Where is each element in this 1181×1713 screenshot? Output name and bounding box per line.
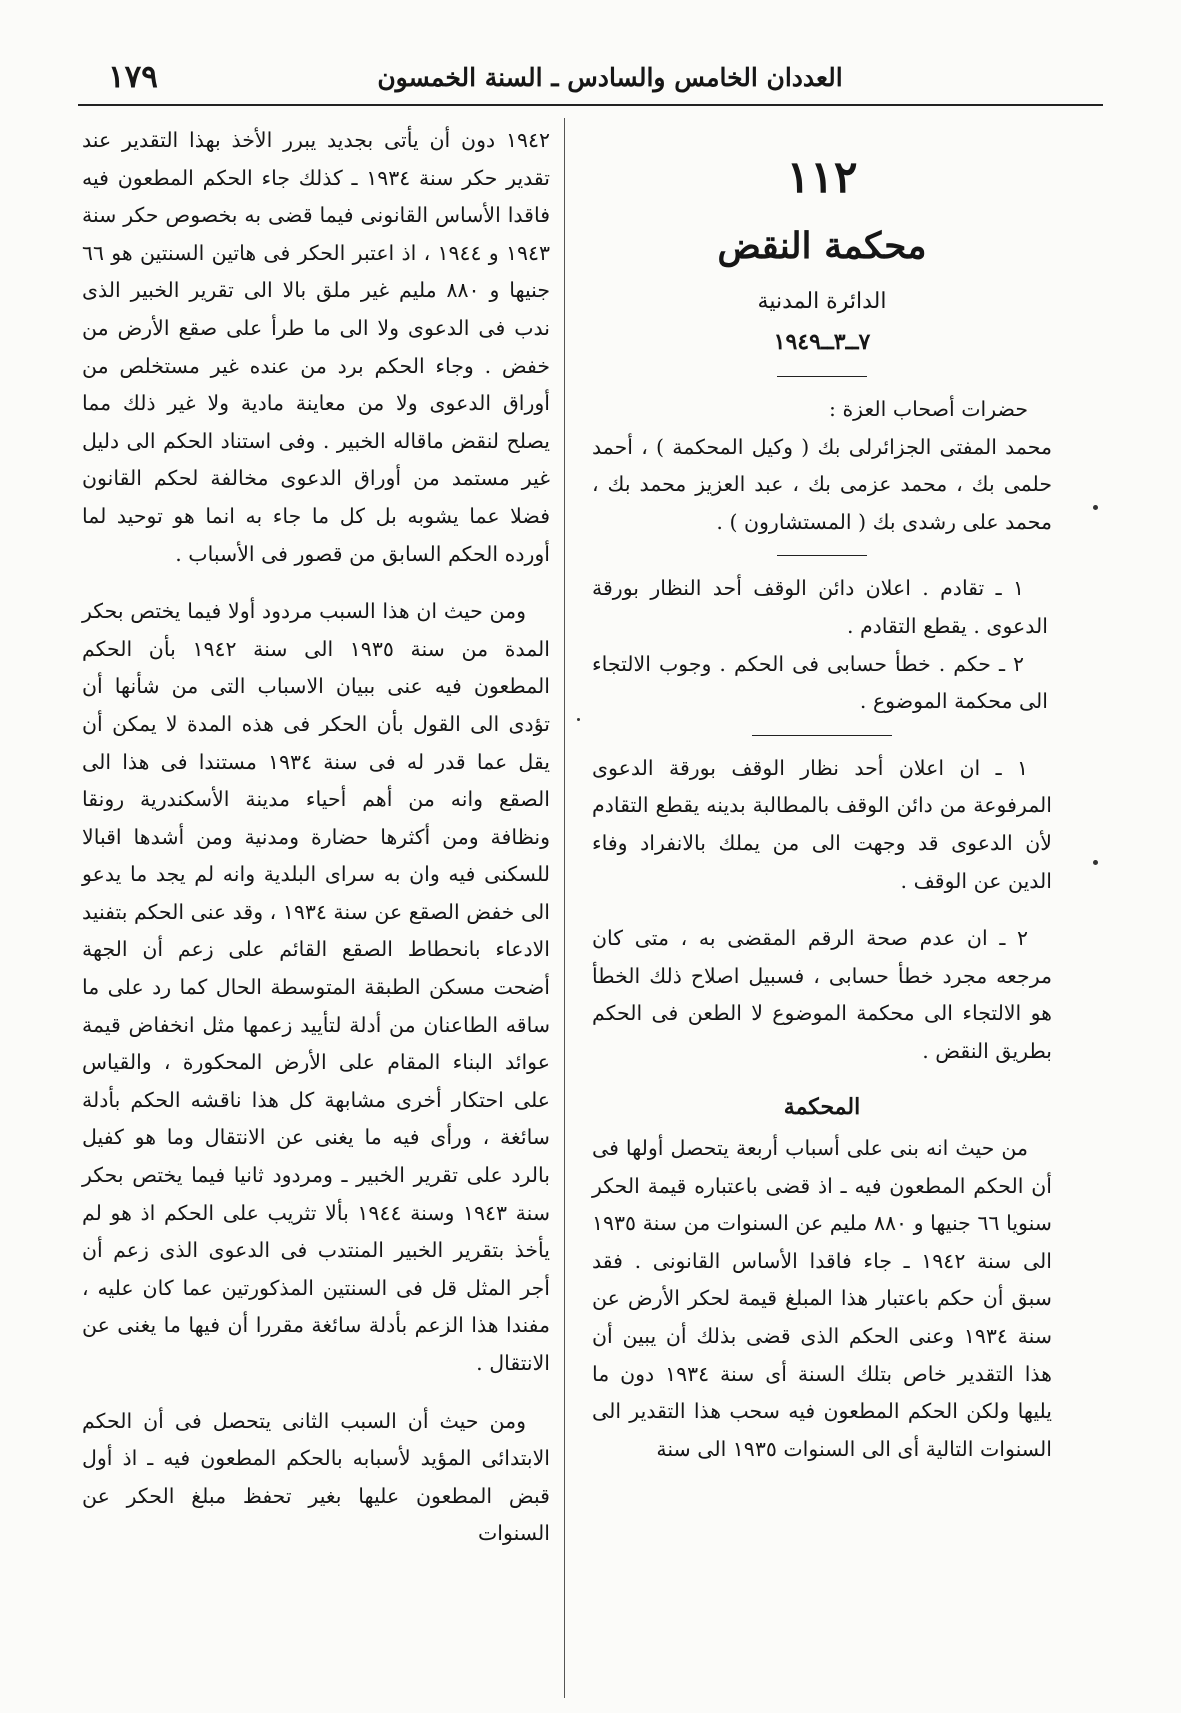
judgment-paragraph: من حيث انه بنى على أسباب أربعة يتحصل أولها فى أن الحكم المطعون فيه ـ اذ قضى باعتباره قيمة الحكر سنويا ٦٦ جنيها و ٨٨٠ مليم عن السنوات من سنة ١٩٣٥ الى سنة ١٩٤٢ ـ جاء فاقدا الأساس القانونى . فقد سبق أن حكم باعتبار هذا المبلغ قيمة لحكر الأرض عن سنة ١٩٣٤ وعنى الحكم الذى قضى بذلك أن يبين أن هذا التقدير خاص بتلك السنة أى سنة ١٩٣٤ دون ما يليها ولكن الحكم المطعون فيه سحب هذا التقدير الى السنوات التالية أى الى السنوات ١٩٣٥ الى سنة xyxy=(592,1136,1052,1461)
body-paragraph: ١٩٤٢ دون أن يأتى بجديد يبرر الأخذ بهذا التقدير عند تقدير حكر سنة ١٩٣٤ ـ كذلك جاء الحكم المطعون فيه فاقدا الأساس القانونى فيما قضى به بخصوص حكر سنة ١٩٤٣ و ١٩٤٤ ، اذ اعتبر الحكر فى هاتين السنتين هو ٦٦ جنيها و ٨٨٠ مليم غير ملق بالا الى تقرير الخبير الذى ندب فى الدعوى ولا الى ما طرأ على صقع الأرض من خفض . وجاء الحكم برد من عنده غير مستخلص من أوراق الدعوى ولا من معاينة مادية ولا غير ذلك مما يصلح لنقض ماقاله الخبير . وفى استناد الحكم الى دليل غير مستمد من أوراق الدعوى مخالفة لحكم القانون فضلا عما يشوبه بل كل ما جاء به انما هو توحيد لما أورده الحكم السابق من قصور فى الأسباب . xyxy=(82,128,550,566)
page-number: ١٧٩ xyxy=(108,59,158,95)
legal-principle: ١ ـ ان اعلان أحد نظار الوقف بورقة الدعوى المرفوعة من دائن الوقف بالمطالبة بدينه يقطع التقادم لأن الدعوى قد وجهت الى من يملك بالانفراد وفاء الدين عن الوقف . xyxy=(592,755,1052,893)
running-title: العددان الخامس والسادس ـ السنة الخمسون xyxy=(377,63,843,92)
separator xyxy=(777,555,867,556)
body-paragraph: ومن حيث أن السبب الثانى يتحصل فى أن الحكم الابتدائى المؤيد لأسبابه بالحكم المطعون فيه ـ اذ أول قبض المطعون عليها بغير تحفظ مبلغ الحكر عن السنوات xyxy=(82,1408,550,1546)
court-name: محكمة النقض xyxy=(717,225,927,267)
scan-speck xyxy=(577,718,580,721)
separator xyxy=(752,735,892,736)
judgment-heading: المحكمة xyxy=(783,1093,861,1120)
case-summary xyxy=(592,570,1052,720)
separator xyxy=(777,376,867,377)
header-rule xyxy=(78,104,1103,106)
session-date: ٧ــ٣ــ١٩٤٩ xyxy=(773,329,871,355)
right-column xyxy=(592,122,1052,1468)
body-paragraph: ومن حيث ان هذا السبب مردود أولا فيما يختص بحكر المدة من سنة ١٩٣٥ الى سنة ١٩٤٢ بأن الحكم المطعون فيه عنى ببيان الاسباب التى من شأنها أن تؤدى الى القول بأن الحكر فى هذه المدة لا يمكن أن يقل عما قدر له فى سنة ١٩٣٤ مستندا فى هذا الى الصقع وانه من أهم أحياء مدينة الأسكندرية رونقا ونظافة ومن أكثرها حضارة ومدنية ومن أشدها اقبالا للسكنى فيه وان به سراى البلدية وانه لم يجد ما يدعو الى خفض الصقع عن سنة ١٩٣٤ ، وقد عنى الحكم بتفنيد الادعاء بانحطاط الصقع القائم على زعم أن الجهة أضحت مسكن الطبقة المتوسطة الحال كما رد على ما ساقه الطاعنان من أدلة لتأييد زعمها مثل انخفاض قيمة عوائد البناء المقام على الأرض المحكورة ، والقياس على احتكار أخرى مشابهة كل هذا ناقشه الحكم بأدلة سائغة ، ورأى فيه ما يغنى عن الانتقال وما هو كفيل بالرد على تقرير الخبير ـ ومردود ثانيا فيما يختص بحكر سنة ١٩٤٣ وسنة ١٩٤٤ بألا تثريب على الحكم اذ هو لم يأخذ بتقرير الخبير المنتدب فى الدعوى الذى زعم أن أجر المثل قل فى السنتين المذكورتين عما كان عليه ، مفندا هذا الزعم بأدلة سائغة مقررا أن فيها ما يغنى عن الانتقال . xyxy=(82,599,551,1375)
judges-list: محمد المفتى الجزائرلى بك ( وكيل المحكمة ) ، أحمد حلمى بك ، محمد عزمى بك ، عبد العزيز محمد بك ، محمد على رشدى بك ( المستشارون ) . xyxy=(592,434,1052,534)
legal-principle: ٢ ـ ان عدم صحة الرقم المقضى به ، متى كان مرجعه مجرد خطأ حسابى ، فسبيل اصلاح ذلك الخطأ هو الالتجاء الى محكمة الموضوع لا الطعن فى الحكم بطريق النقض . xyxy=(592,926,1052,1063)
case-number: ١١٢ xyxy=(786,152,858,203)
circuit-name: الدائرة المدنية xyxy=(757,289,887,314)
scan-speck xyxy=(1093,505,1098,510)
column-divider xyxy=(564,118,565,1698)
page-header xyxy=(78,55,1103,103)
judges-heading: حضرات أصحاب العزة : xyxy=(829,397,1028,421)
left-column xyxy=(82,122,550,1553)
summary-item: ١ ـ تقادم . اعلان دائن الوقف أحد النظار بورقة الدعوى . يقطع التقادم . xyxy=(592,576,1048,638)
scan-speck xyxy=(1093,860,1098,865)
summary-item: ٢ ـ حكم . خطأ حسابى فى الحكم . وجوب الالتجاء الى محكمة الموضوع . xyxy=(592,651,1048,714)
